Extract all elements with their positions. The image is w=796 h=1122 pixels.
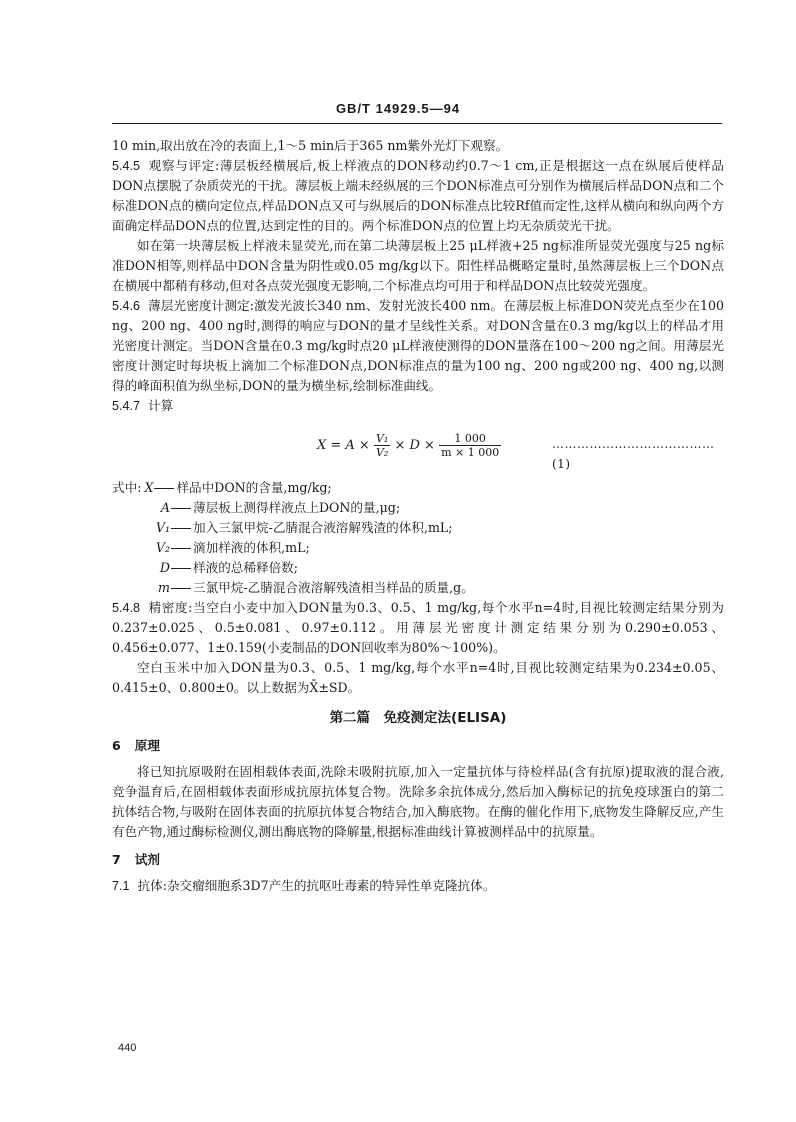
definition-symbol: D: [159, 560, 170, 575]
definition-symbol: X: [144, 480, 154, 495]
clause-5-4-6: [112, 296, 724, 396]
definition-text: 加入三氯甲烷-乙腈混合液溶解残渣的体积,mL;: [193, 520, 453, 535]
fraction-denominator: V₂: [375, 446, 389, 459]
variable-definitions: [112, 478, 724, 598]
section-number: 6: [112, 738, 121, 753]
header-rule: [112, 123, 722, 124]
formula-expression: [317, 432, 501, 459]
clause-number: 7.1: [112, 879, 130, 893]
definition-dash: [171, 588, 191, 589]
definition-row: [112, 578, 724, 598]
page-number: 440: [118, 1042, 137, 1054]
definition-row: [112, 538, 724, 558]
clause-number: 5.4.7: [112, 399, 141, 413]
definition-text: 样品中DON的含量,mg/kg;: [176, 480, 332, 495]
clause-7-1: [112, 876, 724, 896]
formula-lhs: X = A ×: [317, 438, 370, 453]
standard-header: GB/T 14929.5—94: [335, 101, 461, 116]
clause-text: 薄层光密度计测定:激发光波长340 nm、发射光波长400 nm。在薄层板上标准DON荧光点至少在100 ng、200 ng、400 ng时,测得的响应与DON的量才呈线性关系。对DON含量在0.3 mg/kg以上的样品才用光密度计测定。当DON含量在0.3 mg/kg时点20 μL样液使测得的DON量落在100～200 ng之间。用薄层光密度计测定时每块板上滴加二个标准DON点,DON标准点的量为100 ng、200 ng或200 ng、400 ng,以测得的峰面积值为纵坐标,DON的量为横坐标,绘制标准曲线。: [112, 298, 724, 393]
definition-dash: [171, 508, 191, 509]
clause-number: 5.4.6: [112, 299, 141, 313]
definition-row: [112, 498, 724, 518]
page-content: [112, 136, 724, 896]
section-6-text: 将已知抗原吸附在固相载体表面,洗除未吸附抗原,加入一定量抗体与待检样品(含有抗原)提取液的混合液,竞争温育后,在固相载体表面形成抗原抗体复合物。洗除多余抗体成分,然后加入酶标记的抗免疫球蛋白的第二抗体结合物,与吸附在固体表面的抗原抗体复合物结合,加入酶底物。在酶的催化作用下,底物发生降解反应,产生有色产物,通过酶标检测仪,测出酶底物的降解量,根据标准曲线计算被测样品中的抗原量。: [112, 764, 724, 839]
volume-fraction: [374, 432, 390, 459]
definition-dash: [171, 568, 191, 569]
definition-text: 样液的总稀释倍数;: [193, 560, 298, 575]
definition-row: [112, 478, 724, 498]
formula-number: …………………………………(1): [552, 437, 715, 471]
definition-text: 滴加样液的体积,mL;: [193, 540, 310, 555]
fraction-denominator: m × 1 000: [441, 446, 500, 459]
section-title: 试剂: [134, 852, 160, 867]
mass-fraction: [439, 432, 501, 459]
definition-row: [112, 518, 724, 538]
paragraph-corn-precision: 空白玉米中加入DON量为0.3、0.5、1 mg/kg,每个水平n=4时,目视比较测定结果为0.234±0.05、0.415±0、0.800±0。以上数据为X̄±SD。: [112, 660, 724, 695]
definition-symbol: m: [158, 580, 170, 595]
section-6-heading: [112, 736, 724, 756]
clause-number: 5.4.5: [112, 159, 141, 173]
paragraph-negative-result: 如在第一块薄层板上样液未显荧光,而在第二块薄层板上25 μL样液+25 ng标准所显荧光强度与25 ng标准DON相等,则样品中DON含量为阴性或0.05 mg/kg以下。阳性样品概略定量时,虽然薄层板上三个DON点在横展中都稍有移动,但对各点荧光强度无影响,二个标准点均可用于和样品DON点比较荧光强度。: [112, 238, 724, 293]
section-7-heading: [112, 850, 724, 870]
definition-dash: [171, 528, 191, 529]
definition-text: 三氯甲烷-乙腈混合液溶解残渣相当样品的质量,g。: [193, 580, 474, 595]
section-number: 7: [112, 852, 121, 867]
definitions-lead: 式中:: [112, 480, 142, 495]
fraction-numerator: V₁: [375, 432, 389, 445]
definition-dash: [171, 548, 191, 549]
clause-5-4-7: [112, 396, 724, 416]
clause-text: 观察与评定:薄层板经横展后,板上样液点的DON移动约0.7～1 cm,正是根据这一点在纵展后使样品DON点摆脱了杂质荧光的干扰。薄层板上端未经纵展的三个DON标准点可分别作为横展后样品DON点和二个标准DON点的横向定位点,样品DON点又可与纵展后的DON标准点比较Rf值而定性,这样从横向和纵向两个方面确定样品DON点的位置,达到定性的目的。两个标准DON点的位置上均无杂质荧光干扰。: [112, 158, 724, 233]
definition-symbol: V₁: [155, 520, 170, 535]
clause-text: 抗体:杂交瘤细胞系3D7产生的抗呕吐毒素的特异性单克隆抗体。: [137, 878, 496, 893]
clause-5-4-8: [112, 598, 724, 658]
clause-text: 计算: [148, 398, 174, 413]
paragraph-continuation: 10 min,取出放在冷的表面上,1～5 min后于365 nm紫外光灯下观察。: [112, 138, 509, 153]
section-title: 原理: [134, 738, 160, 753]
definition-symbol: A: [160, 500, 170, 515]
definition-symbol: V₂: [155, 540, 170, 555]
clause-number: 5.4.8: [112, 601, 141, 615]
clause-text: 精密度:当空白小麦中加入DON量为0.3、0.5、1 mg/kg,每个水平n=4时,目视比较测定结果分别为0.237±0.025、0.5±0.081、0.97±0.112。用薄层光密度计测定结果分别为0.290±0.053、0.456±0.077、1±0.159(小麦制品的DON回收率为80%～100%)。: [112, 600, 724, 655]
definition-row: [112, 558, 724, 578]
definition-text: 薄层板上测得样液点上DON的量,μg;: [193, 500, 401, 515]
part-title: 第二篇 免疫测定法(ELISA): [329, 710, 507, 726]
definition-dash: [154, 488, 174, 489]
clause-5-4-5: [112, 156, 724, 236]
formula-mid: × D ×: [394, 438, 435, 453]
fraction-numerator: 1 000: [439, 432, 501, 446]
formula-1: [112, 420, 724, 470]
